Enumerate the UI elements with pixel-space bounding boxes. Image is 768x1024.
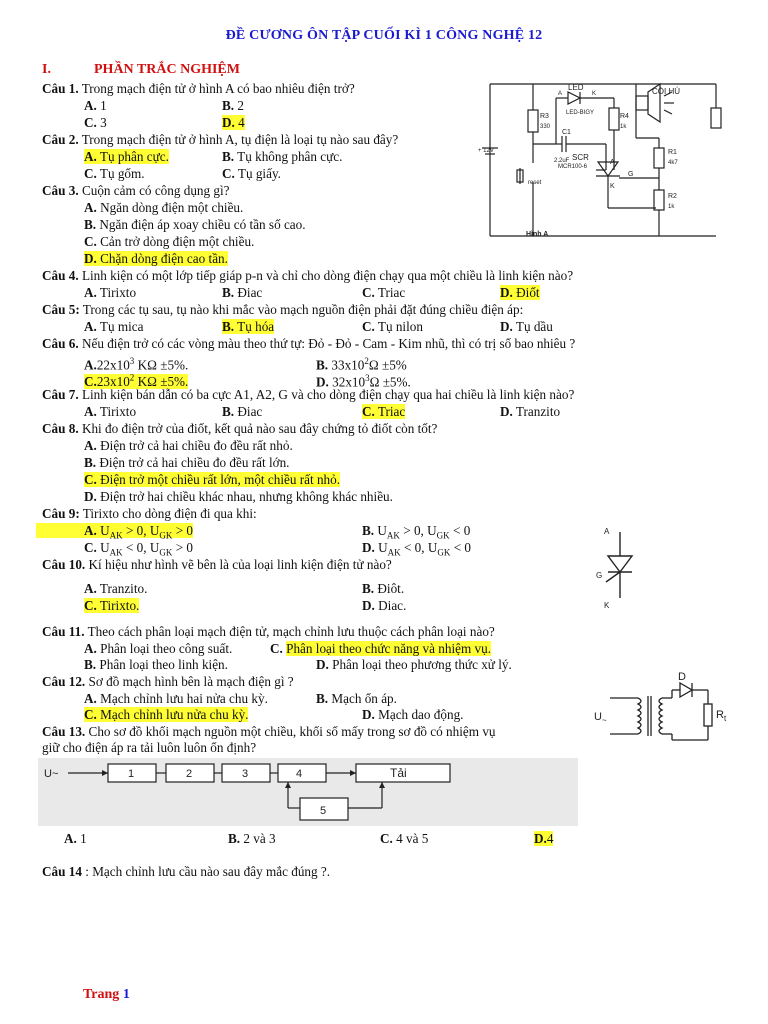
question-10: Câu 10. Kí hiệu như hình vẽ bên là của loại linh kiện điện tử nào? xyxy=(42,557,392,572)
q4-option-d: D. Điốt xyxy=(500,285,540,300)
section-label: PHẦN TRẮC NGHIỆM xyxy=(94,62,240,77)
q3-option-a: A. Ngăn dòng điện một chiều. xyxy=(84,200,244,215)
question-1 xyxy=(42,81,355,97)
label-r3-val: 330 xyxy=(540,124,551,130)
label-r2: R2 xyxy=(668,193,677,200)
label-led-a: A xyxy=(558,91,563,97)
page-footer xyxy=(83,987,130,1003)
label-pin-g: G xyxy=(628,171,634,178)
q8-option-a: A. Điện trở cả hai chiều đo đều rất nhỏ. xyxy=(84,438,293,453)
question-6: Câu 6. Nếu điện trở có các vòng màu theo thứ tự: Đỏ - Đỏ - Cam - Kim nhũ, thì có trị số bao nhiêu ? xyxy=(42,336,576,351)
q5-option-c: C. Tụ nilon xyxy=(362,319,423,334)
block-4: 4 xyxy=(296,768,303,780)
rect-label-d: D xyxy=(678,671,686,683)
block-3: 3 xyxy=(242,768,249,780)
q10-option-b: B. Điôt. xyxy=(362,581,405,596)
label-c1-val: 2.2uF xyxy=(554,158,570,164)
question-14: Câu 14 : Mạch chỉnh lưu cầu nào sau đây mắc đúng ?. xyxy=(42,864,331,879)
label-r4-val: 1k xyxy=(620,124,627,130)
label-coi-hu: CÒI HÚ xyxy=(652,87,680,96)
q2-option-b: B. Tụ không phân cực. xyxy=(222,149,343,164)
label-vsrc: + 12V xyxy=(478,148,494,154)
question-13: Câu 13. Cho sơ đồ khối mạch nguồn một chiều, khối số mấy trong sơ đồ có nhiệm vụ xyxy=(42,724,496,739)
q11-option-d: D. Phân loại theo phương thức xử lý. xyxy=(316,657,512,672)
label-r4: R4 xyxy=(620,113,629,120)
q4-option-a: A. Tirixto xyxy=(84,285,137,300)
q8-option-b: B. Điện trở cả hai chiều đo đều rất lớn. xyxy=(84,455,290,470)
q4-option-c: C. Triac xyxy=(362,285,406,300)
q7-option-d: D. Tranzito xyxy=(500,404,561,419)
footer-label: Trang xyxy=(83,987,120,1002)
q12-option-a: A. Mạch chỉnh lưu hai nửa chu kỳ. xyxy=(84,691,268,706)
q10-option-d: D. Diac. xyxy=(362,598,407,613)
block-2: 2 xyxy=(186,768,193,780)
q6-option-c: $C.23x10^2$ KΩ ±5%. xyxy=(84,373,189,390)
question-4: Câu 4. Linh kiện có một lớp tiếp giáp p-n và chỉ cho dòng điện chạy qua một chiều là linh kiện nào? xyxy=(42,268,574,283)
q7-option-b: B. Điac xyxy=(222,404,263,419)
q6-option-b: B. $33x10^2\Omega \pm 5\%$ xyxy=(316,356,407,373)
label-led-k: K xyxy=(592,91,597,97)
q10-option-a: A. Tranzito. xyxy=(84,581,148,596)
question-11: Câu 11. Theo cách phân loại mạch điện tử, mạch chỉnh lưu thuộc cách phân loại nào? xyxy=(42,624,495,639)
block-input-label: U~ xyxy=(44,768,59,780)
q13-option-d: D.4 xyxy=(534,831,554,846)
q13-option-b: B. 2 và 3 xyxy=(228,831,276,846)
block-diagram xyxy=(38,758,578,826)
q6-option-a: $A.22x10^3$ KΩ ±5%. xyxy=(84,356,189,373)
q2-option-a: A. Tụ phân cực. xyxy=(84,149,169,164)
q8-option-c: C. Điện trở một chiều rất lớn, một chiều rất nhỏ. xyxy=(84,472,341,487)
q9-option-d: D. $U_{AK} < 0$, $U_{GK} < 0$ xyxy=(362,540,472,558)
q1-option-b: B. 2 xyxy=(222,98,244,113)
circuit-figure-a xyxy=(476,78,726,248)
question-9: Câu 9: Tirixto cho dòng điện đi qua khi: xyxy=(42,506,257,521)
q3-option-d: D. Chặn dòng điện cao tần. xyxy=(84,251,228,266)
question-8: Câu 8. Khi đo điện trở của điốt, kết quả nào sau đây chứng tỏ điốt còn tốt? xyxy=(42,421,438,436)
block-1: 1 xyxy=(128,768,135,780)
question-13-cont: giữ cho điện áp ra tải luôn luôn ổn định? xyxy=(42,740,257,755)
q1-option-a: A. 1 xyxy=(84,98,107,113)
q12-option-d: D. Mạch dao động. xyxy=(362,707,464,722)
label-scr: SCR xyxy=(572,153,589,162)
q13-option-c: C. 4 và 5 xyxy=(380,831,429,846)
label-scr-part: MCR100-6 xyxy=(558,164,588,170)
q9-option-c: C. $U_{AK} < 0$, $U_{GK} > 0$ xyxy=(84,540,194,558)
q12-option-c: C. Mạch chỉnh lưu nửa chu kỳ. xyxy=(84,707,249,722)
q11-option-a: A. Phân loại theo công suất. xyxy=(84,641,233,656)
q3-option-b: B. Ngăn điện áp xoay chiều có tần số cao. xyxy=(84,217,306,232)
label-c1: C1 xyxy=(562,129,571,136)
q5-option-b: B. Tụ hóa xyxy=(222,319,275,334)
label-r2-val: 1k xyxy=(668,204,675,210)
q13-option-a: A. 1 xyxy=(64,831,87,846)
q9-option-b: B. $U_{AK} > 0$, $U_{GK} < 0$ xyxy=(362,523,471,541)
rect-label-u: $U_\sim$ xyxy=(594,711,607,725)
q5-option-d: D. Tụ dầu xyxy=(500,319,553,334)
question-5: Câu 5: Trong các tụ sau, tụ nào khi mắc vào mạch nguồn điện phải đặt đúng chiều điện áp: xyxy=(42,302,524,317)
section-number: I. xyxy=(42,62,51,77)
label-pin-k: K xyxy=(610,183,615,190)
q1-option-c: C. 3 xyxy=(84,115,107,130)
q12-option-b: B. Mạch ổn áp. xyxy=(316,691,397,706)
label-r3: R3 xyxy=(540,113,549,120)
label-r1: R1 xyxy=(668,149,677,156)
q6-option-d: D. $32x10^3\Omega \pm 5\%$. xyxy=(316,373,411,390)
label-r1-val: 4k7 xyxy=(668,160,678,166)
block-load: Tải xyxy=(390,766,407,780)
q2-option-d: C. Tụ giấy. xyxy=(222,166,281,181)
q7-option-a: A. Tirixto xyxy=(84,404,137,419)
thyristor-label-k: K xyxy=(604,601,610,610)
q5-option-a: A. Tụ mica xyxy=(84,319,144,334)
q2-option-c: C. Tụ gốm. xyxy=(84,166,145,181)
q8-option-d: D. Điện trở hai chiều khác nhau, nhưng không khác nhiều. xyxy=(84,489,393,504)
q11-option-c: C. Phân loại theo chức năng và nhiệm vụ. xyxy=(270,641,492,656)
label-led: LED xyxy=(568,83,584,92)
section-heading xyxy=(42,62,240,78)
q11-option-b: B. Phân loại theo linh kiện. xyxy=(84,657,228,672)
thyristor-label-a: A xyxy=(604,527,610,536)
page-number: 1 xyxy=(122,987,130,1002)
question-12: Câu 12. Sơ đồ mạch hình bên là mạch điện gì ? xyxy=(42,674,294,689)
block-5: 5 xyxy=(320,805,327,817)
label-pin-a: A xyxy=(610,159,615,166)
question-7: Câu 7. Linh kiện bán dẫn có ba cực A1, A2, G và cho dòng điện chạy qua hai chiều là linh kiện nào? xyxy=(42,387,575,402)
q4-option-b: B. Điac xyxy=(222,285,263,300)
question-label: Câu 1. xyxy=(42,81,79,96)
q1-option-d: D. 4 xyxy=(222,115,245,130)
rect-label-r: $R_t$ xyxy=(716,709,727,723)
figure-a-caption: Hình A xyxy=(526,231,549,238)
question-2: Câu 2. Trong mạch điện tử ở hình A, tụ điện là loại tụ nào sau đây? xyxy=(42,132,399,147)
question-3: Câu 3. Cuộn cảm có công dụng gì? xyxy=(42,183,230,198)
thyristor-symbol-figure xyxy=(590,520,650,612)
q3-option-c: C. Cản trở dòng điện một chiều. xyxy=(84,234,255,249)
q10-option-c: C. Tirixto. xyxy=(84,598,140,613)
q7-option-c: C. Triac xyxy=(362,404,406,419)
question-text: Trong mạch điện tử ở hình A có bao nhiêu điện trở? xyxy=(81,81,355,96)
thyristor-label-g: G xyxy=(596,571,603,580)
rectifier-circuit-figure xyxy=(590,670,750,750)
label-reset: reset xyxy=(528,180,542,186)
label-led-part: LED-BIGY xyxy=(566,110,595,116)
document-title: ĐỀ CƯƠNG ÔN TẬP CUỐI KÌ 1 CÔNG NGHỆ 12 xyxy=(225,28,543,43)
q9-option-a: A. $U_{AK} > 0$, $U_{GK} > 0$ xyxy=(36,523,193,544)
